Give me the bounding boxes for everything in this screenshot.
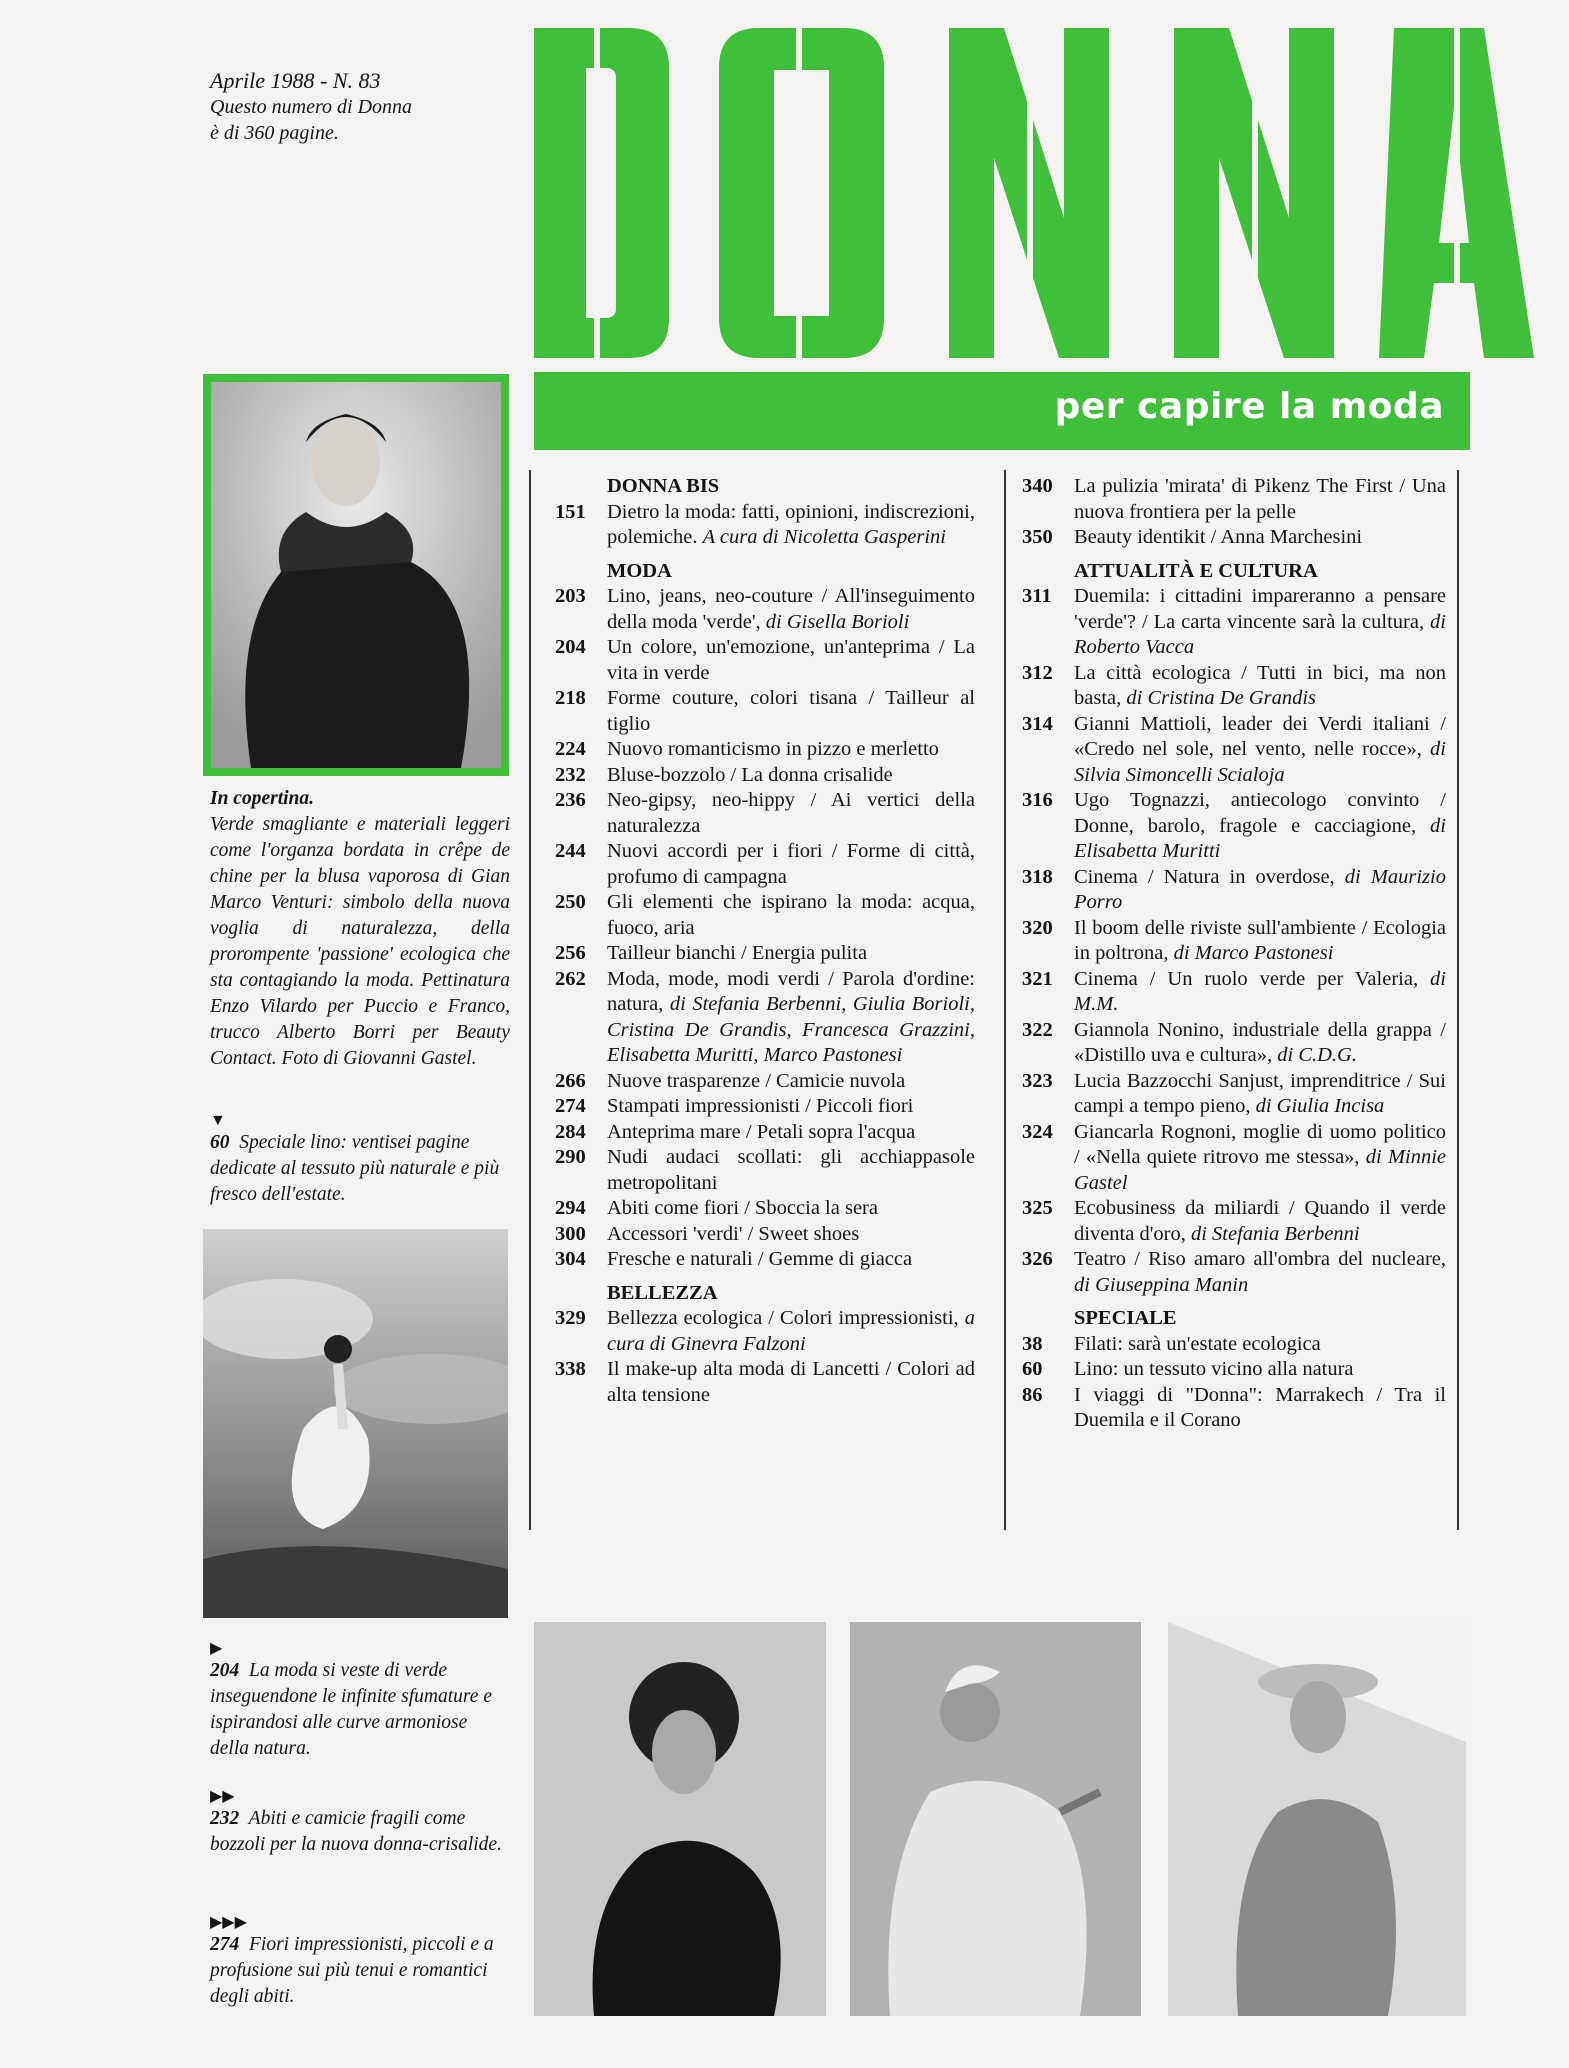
toc-entry-text [1074,1120,1446,1197]
toc-entry-title: Neo-gipsy, neo-hippy / Ai vertici della naturalezza [607,789,975,837]
toc-page-number: 320 [1022,916,1053,939]
toc-page-number: 256 [555,942,586,964]
toc-section-heading: BELLEZZA [607,1281,718,1304]
toc-entry-credit: di Stefania Berbenni, Giulia Borioli, Cristina De Grandis, Francesca Grazzini, Elisabetta Muritti, Marco Pastonesi [607,993,975,1066]
toc-entry [545,1306,975,1357]
toc-page-number: 86 [1022,1383,1043,1406]
column-divider [1457,470,1459,1530]
toc-entry-text [607,967,975,1069]
toc-entry-title: Gli elementi che ispirano la moda: acqua, fuoco, aria [607,891,975,939]
toc-entry [1012,1069,1446,1120]
toc-page-number: 323 [1022,1069,1053,1092]
toc-page-number: 340 [1022,475,1053,497]
toc-entry [545,967,975,1069]
toc-page-number: 224 [555,738,586,760]
toc-entry [545,1247,975,1273]
column-divider [1004,470,1006,1530]
cover-caption-heading: In copertina. [210,788,315,809]
toc-entry-text [1074,525,1446,551]
toc-entry-title: Ugo Tognazzi, antiecologo convinto / Donne, barolo, fragole e cacciagione, [1074,789,1446,837]
toc-entry-title: La pulizia 'mirata' di Pikenz The First / Una nuova frontiera per la pelle [1074,475,1446,523]
toc-page-number: 60 [1022,1358,1043,1380]
toc-section-heading: DONNA BIS [607,475,720,497]
caption-page-number: 60 [210,1132,230,1153]
toc-entry-text [1074,1383,1446,1434]
lino-photo [203,1229,508,1618]
toc-entry-title: Nuove trasparenze / Camicie nuvola [607,1069,906,1092]
toc-entry [1012,1332,1446,1358]
toc-entry-text [607,737,975,763]
toc-page-number: 38 [1022,1332,1043,1355]
toc-entry-text [607,890,975,941]
toc-entry [545,584,975,635]
toc-entry-text [607,763,975,789]
toc-page-number: 324 [1022,1120,1053,1143]
toc-entry [1012,661,1446,712]
toc-page-number: 203 [555,585,586,607]
column-divider [529,470,531,1530]
toc-page-number: 314 [1022,712,1053,735]
toc-entry-title: Il boom delle riviste sull'ambiente / Ecologia in poltrona, [1074,916,1446,964]
toc-entry [1012,525,1446,551]
toc-entry [545,1145,975,1196]
toc-entry-credit: di Gisella Borioli [765,610,910,633]
toc-entry-title: Teatro / Riso amaro all'ombra del nucleare, [1074,1248,1446,1270]
toc-entry [1012,1357,1446,1383]
toc-entry [545,686,975,737]
toc-entry-text [1074,661,1446,712]
toc-entry-text [1074,1332,1446,1358]
toc-page-number: 325 [1022,1197,1053,1219]
toc-entry-text [607,1094,975,1120]
toc-page-number: 151 [555,500,586,523]
toc-entry [545,1120,975,1146]
toc-page-number: 236 [555,789,586,811]
toc-entry [1012,1383,1446,1434]
toc-entry-credit: di Giuseppina Manin [1074,1273,1249,1296]
toc-entry-credit: di Minnie Gastel [1074,1146,1447,1194]
toc-entry [545,1094,975,1120]
toc-entry-title: Accessori 'verdi' / Sweet shoes [607,1222,860,1245]
toc-page-number: 322 [1022,1018,1053,1041]
toc-page-number: 338 [555,1358,586,1380]
cover-photo [211,382,501,768]
double-right-triangle-icon: ▶▶ [210,1788,235,1805]
toc-entry-text [607,1222,975,1248]
caption-page-number: 232 [210,1808,240,1829]
toc-entry-text [607,1145,975,1196]
caption-text: La moda si veste di verde inseguendone le infinite sfumature e ispirandosi alle curve armoniose della natura. [210,1660,492,1759]
fashion-photo-2 [850,1622,1141,2016]
toc-entry [1012,865,1446,916]
issue-line: Aprile 1988 - N. 83 [210,68,381,93]
toc-page-number: 274 [555,1095,586,1117]
toc-page-number: 350 [1022,526,1053,548]
toc-entry-title: Dietro la moda: fatti, opinioni, indiscrezioni, polemiche. [607,500,975,548]
toc-column-1 [545,474,975,1408]
toc-entry-title: Nuovi accordi per i fiori / Forme di città, profumo di campagna [607,840,975,888]
toc-entry-credit: di C.D.G. [1277,1044,1357,1066]
caption-232 [210,1788,510,1858]
toc-entry-title: Forme couture, colori tisana / Tailleur al tiglio [607,687,975,735]
toc-entry [545,763,975,789]
toc-page-number: 316 [1022,789,1053,811]
toc-entry-text [607,1196,975,1222]
toc-entry-credit: di Silvia Simoncelli Scialoja [1074,738,1446,786]
toc-entry-credit: di Roberto Vacca [1074,610,1446,658]
toc-entry-text [1074,584,1446,661]
right-triangle-icon: ▶ [210,1640,223,1657]
toc-entry-title: Ecobusiness da miliardi / Quando il verde diventa d'oro, [1074,1197,1446,1245]
toc-entry [1012,788,1446,865]
toc-entry-credit: A cura di Nicoletta Gasperini [702,526,946,548]
toc-page-number: 284 [555,1120,586,1143]
toc-entry-title: Cinema / Un ruolo verde per Valeria, [1074,967,1419,990]
toc-page-number: 250 [555,891,586,913]
toc-entry-title: Il make-up alta moda di Lancetti / Colori ad alta tensione [607,1358,975,1406]
toc-entry [1012,1247,1446,1298]
toc-entry-text [607,1069,975,1095]
toc-entry-title: Filati: sarà un'estate ecologica [1074,1332,1321,1355]
toc-entry-title: Bluse-bozzolo / La donna crisalide [607,763,893,786]
toc-entry-text [1074,916,1446,967]
toc-page-number: 262 [555,967,586,990]
toc-entry [1012,1196,1446,1247]
cover-caption [210,786,510,1072]
toc-entry-credit: di Maurizio Porro [1074,865,1446,913]
toc-entry-text [607,1120,975,1146]
toc-entry [545,941,975,967]
masthead-logo [534,28,1534,358]
toc-page-number: 321 [1022,967,1053,990]
toc-entry-text [1074,967,1446,1018]
toc-entry-credit: di Giulia Incisa [1255,1095,1385,1117]
caption-274 [210,1914,510,2010]
toc-entry-text [607,839,975,890]
toc-entry-text [1074,474,1446,525]
lino-caption [210,1112,510,1208]
toc-entry-credit: di Stefania Berbenni [1190,1222,1360,1245]
caption-text: Abiti e camicie fragili come bozzoli per la nuova donna-crisalide. [210,1808,502,1855]
toc-entry-text [607,686,975,737]
toc-entry-title: Moda, mode, modi verdi / Parola d'ordine: natura, [607,967,975,1015]
toc-entry [545,737,975,763]
toc-entry-title: Stampati impressionisti / Piccoli fiori [607,1095,914,1117]
toc-entry [1012,584,1446,661]
toc-entry [1012,712,1446,789]
toc-entry-title: Lino: un tessuto vicino alla natura [1074,1358,1354,1380]
toc-page-number: 311 [1022,585,1052,607]
toc-entry-title: I viaggi di "Donna": Marrakech / Tra il Duemila e il Corano [1074,1383,1446,1431]
toc-entry-title: Cinema / Natura in overdose, [1074,865,1335,888]
toc-entry-text [1074,865,1446,916]
fashion-photo-1 [534,1622,826,2016]
toc-entry-text [607,1247,975,1273]
toc-entry-title: Beauty identikit / Anna Marchesini [1074,526,1363,548]
triple-right-triangle-icon: ▶▶▶ [210,1914,247,1931]
toc-entry-title: Lino, jeans, neo-couture / All'inseguimento della moda 'verde', [607,585,975,633]
toc-entry [1012,916,1446,967]
caption-page-number: 204 [210,1660,240,1681]
toc-page-number: 329 [555,1307,586,1329]
toc-section-heading: MODA [607,559,672,582]
toc-section-heading: ATTUALITÀ E CULTURA [1074,559,1318,582]
toc-entry-title: Un colore, un'emozione, un'anteprima / La vita in verde [607,636,975,684]
toc-entry [1012,474,1446,525]
pages-line-1: Questo numero di Donna [210,96,413,118]
toc-page-number: 326 [1022,1248,1053,1270]
toc-entry-title: Giancarla Rognoni, moglie di uomo politico / «Nella quiete ritrovo me stessa», [1074,1120,1446,1168]
toc-entry [1012,1018,1446,1069]
toc-entry-text [1074,712,1446,789]
toc-entry [1012,1120,1446,1197]
fashion-photo-3 [1168,1622,1466,2016]
down-triangle-icon: ▼ [210,1112,226,1129]
caption-204 [210,1640,510,1762]
toc-entry-title: Anteprima mare / Petali sopra l'acqua [607,1120,916,1143]
toc-entry-text [607,788,975,839]
toc-entry-title: Fresche e naturali / Gemme di giacca [607,1248,913,1270]
toc-entry-title: Tailleur bianchi / Energia pulita [607,942,868,964]
toc-entry-text [607,500,975,551]
toc-entry-credit: di Elisabetta Muritti [1074,814,1446,862]
toc-entry [545,1069,975,1095]
cover-caption-text: Verde smagliante e materiali leggeri come l'organza bordata in crêpe de chine per la blusa vaporosa di Gian Marco Venturi: simbolo della nuova voglia di naturalezza, della prorompente 'passione' ecologica che sta contagiando la moda. Pettinatura Enzo Vilardo per Puccio e Franco, trucco Alberto Borri per Beauty Contact. Foto di Giovanni Gastel. [210,814,510,1069]
toc-page-number: 204 [555,636,586,658]
toc-entry-title: Giannola Nonino, industriale della grappa / «Distillo uva e cultura», [1074,1018,1446,1066]
toc-entry [545,1222,975,1248]
toc-entry-title: La città ecologica / Tutti in bici, ma non basta, [1074,661,1446,709]
toc-entry-title: Duemila: i cittadini impareranno a pensare 'verde'? / La carta vincente sarà la cultura, [1074,585,1446,633]
toc-entry [545,839,975,890]
toc-entry [545,1357,975,1408]
toc-entry [545,890,975,941]
toc-entry-text [1074,1247,1446,1298]
toc-entry-credit: a cura di Ginevra Falzoni [607,1307,976,1355]
toc-entry-credit: di Cristina De Grandis [1126,687,1317,709]
issue-info [210,68,510,146]
toc-entry-title: Nudi audaci scollati: gli acchiappasole metropolitani [607,1146,975,1194]
tagline: per capire la moda [1054,386,1444,427]
caption-page-number: 274 [210,1934,240,1955]
toc-entry-text [1074,1196,1446,1247]
tagline-bar [534,372,1470,450]
toc-entry [545,1196,975,1222]
toc-entry-title: Nuovo romanticismo in pizzo e merletto [607,738,939,760]
toc-page-number: 266 [555,1069,586,1092]
toc-page-number: 318 [1022,865,1053,888]
toc-entry-text [607,584,975,635]
toc-entry [545,788,975,839]
toc-page-number: 312 [1022,661,1053,684]
pages-line-2: è di 360 pagine. [210,122,339,144]
toc-entry-text [607,941,975,967]
toc-entry-text [607,635,975,686]
toc-page-number: 244 [555,840,586,862]
toc-page-number: 290 [555,1146,586,1168]
toc-entry-text [1074,1069,1446,1120]
toc-entry-text [1074,1357,1446,1383]
toc-entry [545,635,975,686]
toc-page-number: 300 [555,1222,586,1245]
toc-entry-credit: di Marco Pastonesi [1173,942,1334,964]
toc-page-number: 294 [555,1197,586,1219]
caption-text: Fiori impressionisti, piccoli e a profusione sui più tenui e romantici degli abiti. [210,1934,494,2007]
toc-page-number: 304 [555,1248,586,1270]
toc-entry-title: Lucia Bazzocchi Sanjust, imprenditrice / Sui campi a tempo pieno, [1074,1069,1446,1117]
toc-entry-text [607,1357,975,1408]
toc-section-heading: SPECIALE [1074,1307,1177,1329]
toc-entry-title: Gianni Mattioli, leader dei Verdi italiani / «Credo nel sole, nel vento, nelle rocce», [1074,712,1446,760]
toc-entry-credit: di M.M. [1074,967,1446,1015]
toc-column-2 [1012,474,1446,1434]
toc-entry-text [1074,788,1446,865]
toc-entry [545,500,975,551]
toc-entry-title: Abiti come fiori / Sboccia la sera [607,1197,878,1219]
caption-text: Speciale lino: ventisei pagine dedicate al tessuto più naturale e più fresco dell'estate. [210,1132,500,1205]
toc-entry-text [1074,1018,1446,1069]
toc-page-number: 232 [555,763,586,786]
toc-entry [1012,967,1446,1018]
toc-page-number: 218 [555,687,586,709]
toc-entry-text [607,1306,975,1357]
toc-entry-title: Bellezza ecologica / Colori impressionisti, [607,1307,959,1329]
donna-logo [534,28,1534,358]
